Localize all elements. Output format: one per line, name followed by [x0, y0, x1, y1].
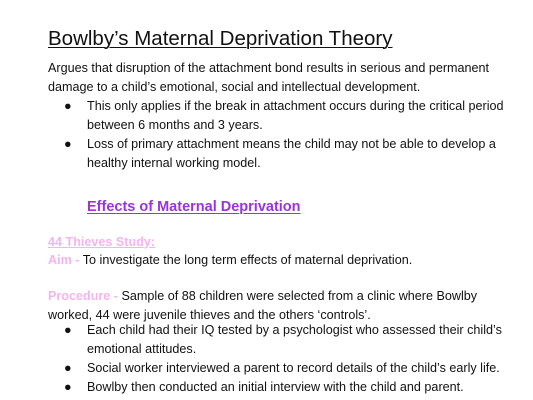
list-item — [64, 378, 524, 397]
procedure-label: Procedure - — [48, 289, 118, 303]
list-item — [64, 321, 524, 359]
procedure-bullet-list — [64, 321, 524, 397]
list-item — [64, 359, 524, 378]
bullet-icon: ● — [64, 361, 72, 375]
aim-text: To investigate the long term effects of maternal deprivation. — [79, 253, 413, 267]
procedure-paragraph — [48, 287, 518, 325]
bullet-icon: ● — [64, 137, 72, 151]
bullet-icon: ● — [64, 323, 72, 337]
study-title: 44 Thieves Study: — [48, 235, 156, 249]
aim-line — [48, 251, 518, 270]
bullet-icon: ● — [64, 99, 72, 113]
bullet-text: Social worker interviewed a parent to record details of the child’s early life. — [87, 361, 500, 375]
list-item — [64, 135, 524, 173]
effects-heading: Effects of Maternal Deprivation — [87, 199, 301, 215]
aim-label: Aim - — [48, 253, 80, 267]
bullet-text: Loss of primary attachment means the child may not be able to develop a healthy internal working model. — [87, 137, 496, 170]
bullet-text: Each child had their IQ tested by a psychologist who assessed their child’s emotional attitudes. — [87, 323, 502, 356]
list-item — [64, 97, 524, 135]
procedure-text: Sample of 88 children were selected from a clinic where Bowlby worked, 44 were juvenile thieves and the others ‘controls’. — [48, 289, 478, 322]
intro-paragraph: Argues that disruption of the attachment bond results in serious and permanent damage to a child’s emotional, social and intellectual development. — [48, 61, 490, 94]
intro-bullet-list — [64, 97, 524, 173]
page-title: Bowlby’s Maternal Deprivation Theory — [48, 27, 393, 50]
bullet-text: Bowlby then conducted an initial interview with the child and parent. — [87, 380, 464, 394]
bullet-text: This only applies if the break in attachment occurs during the critical period between 6 months and 3 years. — [87, 99, 504, 132]
bullet-icon: ● — [64, 380, 72, 394]
